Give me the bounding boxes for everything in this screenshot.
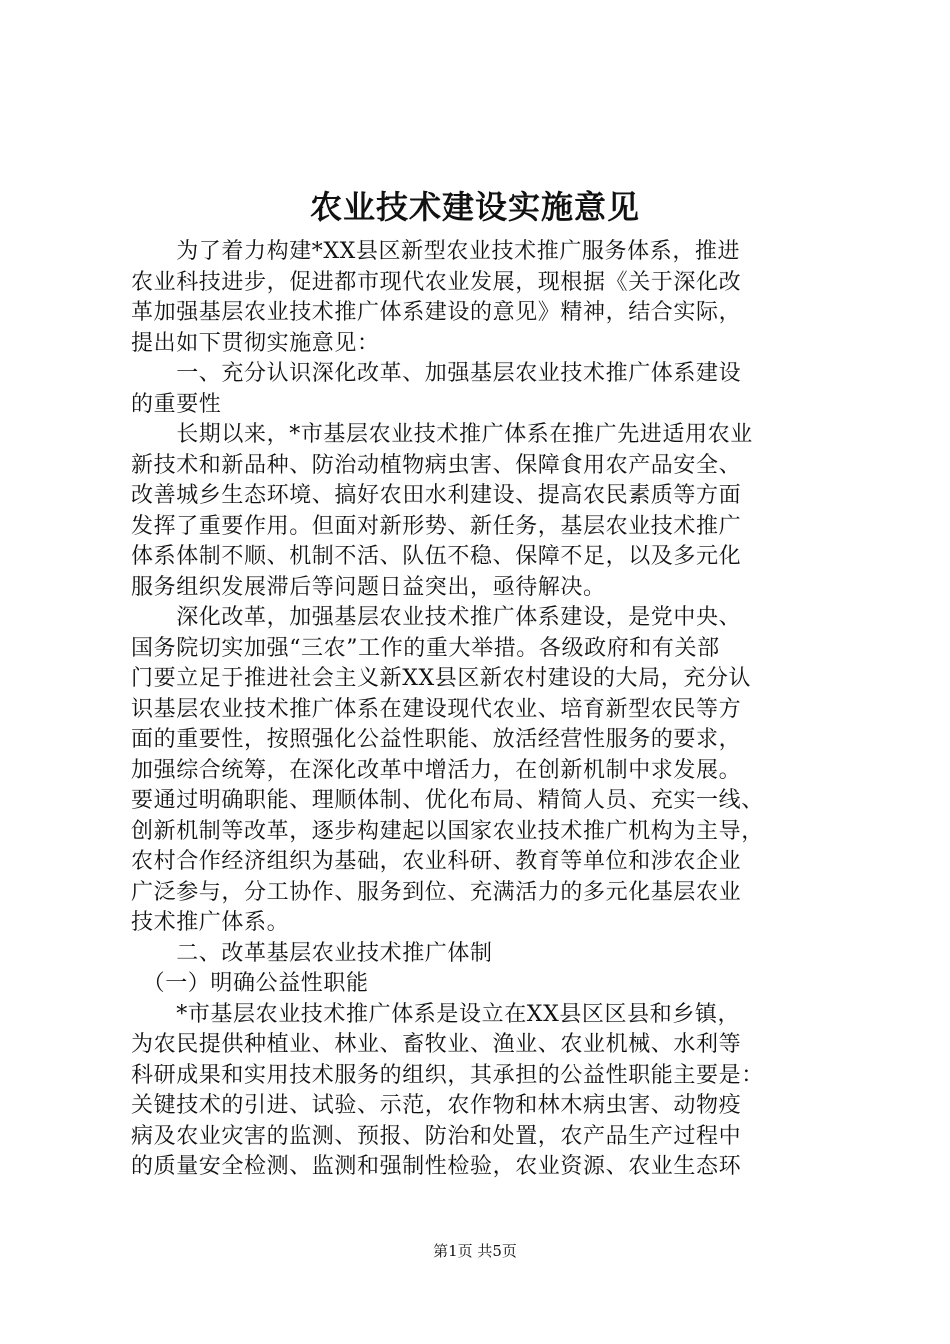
- body-line: 为了着力构建*XX县区新型农业技术推广服务体系，推进: [131, 239, 741, 264]
- body-line: 国务院切实加强“三农”工作的重大举措。各级政府和有关部: [131, 635, 720, 661]
- section-heading-line: 二、改革基层农业技术推广体制: [131, 940, 493, 966]
- body-line: 的质量安全检测、监测和强制性检验，农业资源、农业生态环: [131, 1154, 742, 1179]
- body-line: 加强综合统筹，在深化改革中增活力，在创新机制中求发展。: [131, 757, 742, 783]
- body-line: 要通过明确职能、理顺体制、优化布局、精简人员、充实一线、: [131, 788, 764, 813]
- body-line: 深化改革，加强基层农业技术推广体系建设，是党中央、: [131, 605, 742, 630]
- document-title: 农业技术建设实施意见: [309, 188, 640, 226]
- body-line: 病及农业灾害的监测、预报、防治和处置，农产品生产过程中: [131, 1123, 742, 1149]
- body-line: 创新机制等改革，逐步构建起以国家农业技术推广机构为主导，: [131, 818, 764, 844]
- body-line: *市基层农业技术推广体系是设立在XX县区区县和乡镇，: [131, 1001, 741, 1027]
- body-line: 科研成果和实用技术服务的组织，其承担的公益性职能主要是：: [131, 1062, 764, 1088]
- body-line: 提出如下贯彻实施意见：: [131, 330, 380, 356]
- section-heading-line: 的重要性: [131, 391, 222, 417]
- body-line: 改善城乡生态环境、搞好农田水利建设、提高农民素质等方面: [131, 483, 742, 508]
- section-heading-line: 一、充分认识深化改革、加强基层农业技术推广体系建设: [131, 361, 742, 386]
- body-line: 革加强基层农业技术推广体系建设的意见》精神，结合实际，: [131, 300, 742, 325]
- body-line: 长期以来，*市基层农业技术推广体系在推广先进适用农业: [131, 422, 753, 447]
- body-line: 农业科技进步，促进都市现代农业发展，现根据《关于深化改: [131, 269, 742, 295]
- body-line: 发挥了重要作用。但面对新形势、新任务，基层农业技术推广: [131, 513, 742, 539]
- body-line: 识基层农业技术推广体系在建设现代农业、培育新型农民等方: [131, 696, 742, 722]
- document-body: [131, 237, 831, 1183]
- body-line: 广泛参与，分工协作、服务到位、充满活力的多元化基层农业: [131, 879, 742, 905]
- page-number-footer: 第1页 共5页: [433, 1242, 517, 1260]
- body-line: 新技术和新品种、防治动植物病虫害、保障食用农产品安全、: [131, 452, 742, 478]
- body-line: 面的重要性，按照强化公益性职能、放活经营性服务的要求，: [131, 727, 742, 752]
- body-line: 为农民提供种植业、林业、畜牧业、渔业、农业机械、水利等: [131, 1032, 742, 1057]
- body-line: 农村合作经济组织为基础，农业科研、教育等单位和涉农企业: [131, 849, 742, 874]
- body-line: 技术推广体系。: [131, 910, 290, 935]
- subsection-heading-line: （一）明确公益性职能: [131, 971, 369, 996]
- body-line: 服务组织发展滞后等问题日益突出，亟待解决。: [131, 574, 606, 600]
- body-line: 体系体制不顺、机制不活、队伍不稳、保障不足，以及多元化: [131, 544, 742, 569]
- body-line: 门要立足于推进社会主义新XX县区新农村建设的大局，充分认: [131, 666, 752, 691]
- body-line: 关键技术的引进、试验、示范，农作物和林木病虫害、动物疫: [131, 1093, 742, 1118]
